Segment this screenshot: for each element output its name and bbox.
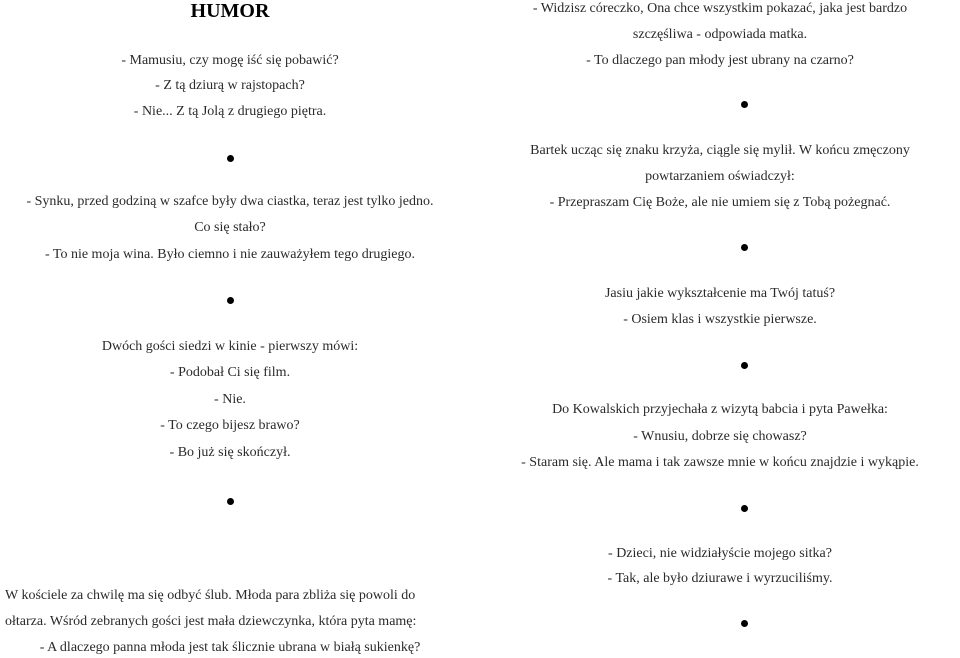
joke3-line1: Dwóch gości siedzi w kinie - pierwszy mówi:: [101, 339, 359, 354]
joke1-line3: - Nie... Z tą Jolą z drugiego piętra.: [133, 104, 327, 119]
joke7-line3: - Staram się. Ale mama i tak zawsze mnie w końcu znajdzie i wykąpie.: [521, 455, 919, 470]
joke5-line3: - Przepraszam Cię Boże, ale nie umiem się z Tobą pożegnać.: [549, 195, 891, 210]
joke1-line1: - Mamusiu, czy mogę iść się pobawić?: [121, 53, 339, 68]
joke3-line5: - Bo już się skończył.: [169, 445, 291, 460]
joke8-line2: - Tak, ale było dziurawe i wyrzuciliśmy.: [607, 571, 833, 586]
joke3-line3: - Nie.: [214, 392, 246, 407]
joke5-line1: Bartek ucząc się znaku krzyża, ciągle się mylił. W końcu zmęczony: [530, 143, 910, 158]
joke4cont-line3: - To dlaczego pan młody jest ubrany na czarno?: [586, 53, 854, 68]
joke5-line2: powtarzaniem oświadczył:: [645, 169, 795, 184]
separator-bullet: [741, 505, 748, 512]
page-title: HUMOR: [190, 0, 270, 22]
joke4cont-line2: szczęśliwa - odpowiada matka.: [632, 27, 808, 42]
joke4-line1: W kościele za chwilę ma się odbyć ślub. Młoda para zbliża się powoli do: [5, 588, 416, 603]
separator-bullet: [227, 297, 234, 304]
joke4-line2: ołtarza. Wśród zebranych gości jest mała dziewczynka, która pyta mamę:: [5, 614, 417, 629]
joke4cont-line1: - Widzisz córeczko, Ona chce wszystkim pokazać, jaka jest bardzo: [532, 1, 908, 16]
separator-bullet: [741, 244, 748, 251]
joke2-line1: - Synku, przed godziną w szafce były dwa ciastka, teraz jest tylko jedno.: [26, 194, 434, 209]
separator-bullet: [741, 101, 748, 108]
joke3-line2: - Podobał Ci się film.: [169, 365, 291, 380]
joke2-line3: - To nie moja wina. Było ciemno i nie zauważyłem tego drugiego.: [44, 247, 416, 262]
joke1-line2: - Z tą dziurą w rajstopach?: [155, 78, 305, 93]
joke6-line2: - Osiem klas i wszystkie pierwsze.: [623, 312, 817, 327]
joke3-line4: - To czego bijesz brawo?: [160, 418, 300, 433]
joke2-line2: Co się stało?: [194, 220, 266, 235]
joke8-line1: - Dzieci, nie widziałyście mojego sitka?: [608, 546, 832, 561]
separator-bullet: [741, 362, 748, 369]
joke7-line2: - Wnusiu, dobrze się chowasz?: [633, 429, 807, 444]
separator-bullet: [741, 620, 748, 627]
joke6-line1: Jasiu jakie wykształcenie ma Twój tatuś?: [604, 286, 836, 301]
joke7-line1: Do Kowalskich przyjechała z wizytą babcia i pyta Pawełka:: [552, 402, 888, 417]
separator-bullet: [227, 155, 234, 162]
joke4-line3: - A dlaczego panna młoda jest tak ślicznie ubrana w białą sukienkę?: [39, 640, 421, 655]
separator-bullet: [227, 498, 234, 505]
